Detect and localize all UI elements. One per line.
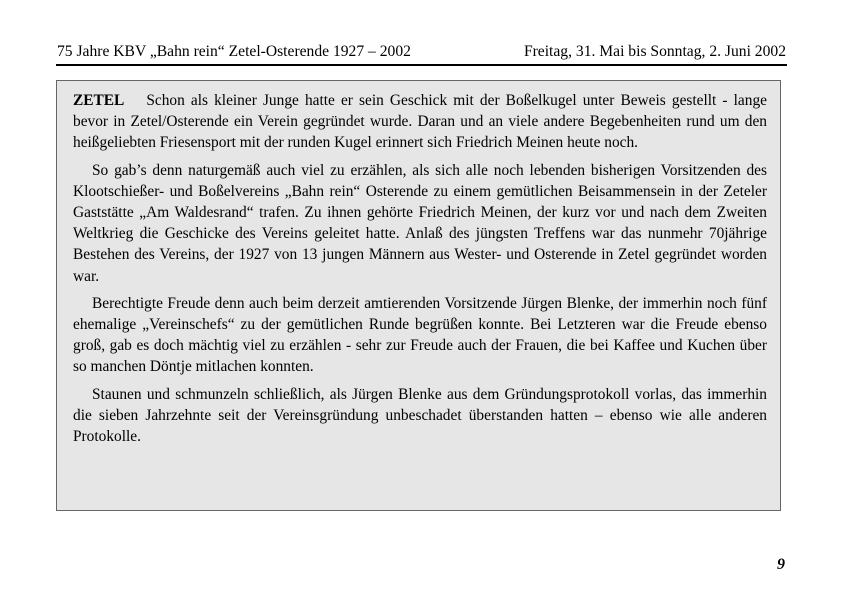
article-paragraph-text: Schon als kleiner Junge hatte er sein Geschick mit der Boßelkugel unter Beweis gestellt - lange bevor in Zetel/Osterende ein Verein gegründet wurde. Daran und an viele andere Begebenheiten rund um den heißgeliebten Friesensport mit der runden Kugel erinnert sich Friedrich Meinen heute noch. [73,92,767,152]
header-event-dates: Freitag, 31. Mai bis Sonntag, 2. Juni 2002 [523,43,786,60]
article-paragraph: Staunen und schmunzeln schließlich, als Jürgen Blenke aus dem Gründungsprotokoll vorlas, das immerhin die sieben Jahrzehnte seit der Vereinsgründung unbeschadet überstanden hatten – ebenso wie alle anderen Protokolle. [73,385,767,446]
article-paragraph [73,90,767,154]
running-header [57,41,786,63]
article-paragraph: So gab’s denn naturgemäß auch viel zu erzählen, als sich alle noch lebenden bisherigen Vorsitzenden des Klootschießer- und Boßelvereins „Bahn rein“ Osterende zu einem gemütlichen Beisammensein in der Zeteler Gaststätte „Am Waldesrand“ trafen. Zu ihnen gehörte Friedrich Meinen, der kurz vor und nach dem Zweiten Weltkrieg die Geschicke des Vereins geleitet hatte. Anlaß des jüngsten Treffens war das nunmehr 70jährige Bestehen des Vereins, der 1927 von 13 jungen Männern aus Wester- und Osterende in Zetel gegründet worden war. [73,161,767,285]
article-box [56,80,781,511]
page-number: 9 [777,556,785,573]
header-publication-title: 75 Jahre KBV „Bahn rein“ Zetel-Osterende 1927 – 2002 [57,43,411,60]
header-rule [56,64,787,66]
article-dateline: ZETEL [73,92,125,109]
article-paragraph: Berechtigte Freude denn auch beim derzeit amtierenden Vorsitzende Jürgen Blenke, der immerhin noch fünf ehemalige „Vereinschefs“ zu der gemütlichen Runde begrüßen konnte. Bei Letzteren war die Freude ebenso groß, gab es doch mächtig viel zu erzählen - sehr zur Freude auch der Frauen, die bei Kaffee und Kuchen über so manchen Döntje mitlachen konnten. [73,294,767,376]
